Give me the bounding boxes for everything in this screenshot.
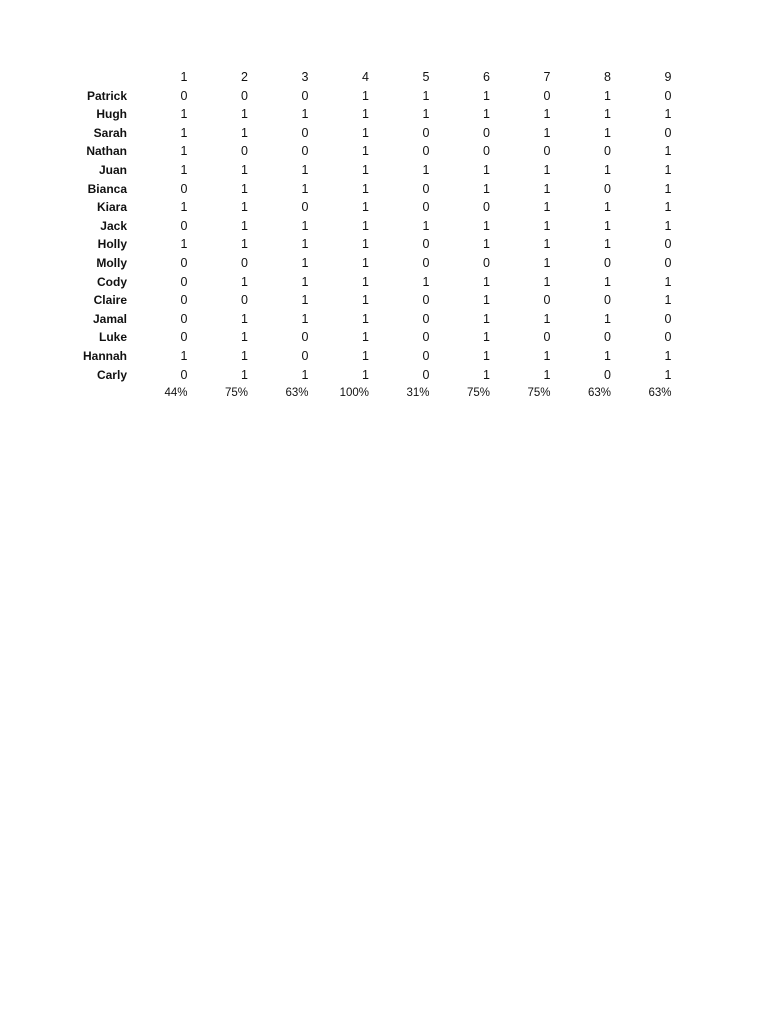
score-cell: 0	[301, 88, 309, 103]
score-cell: 1	[180, 348, 188, 363]
score-cell: 1	[241, 367, 248, 382]
score-cell: 0	[301, 330, 309, 345]
score-cell: 1	[664, 162, 672, 177]
score-cell: 1	[483, 367, 490, 382]
score-cell: 0	[301, 348, 309, 363]
score-cell: 1	[543, 348, 551, 363]
student-name: Hugh	[96, 107, 127, 122]
score-cell: 1	[604, 88, 611, 103]
score-cell: 1	[241, 237, 248, 252]
question-number: 9	[664, 70, 672, 84]
student-name: Sarah	[93, 125, 127, 140]
question-number: 5	[422, 70, 430, 84]
score-cell: 1	[362, 200, 369, 215]
score-cell: 1	[664, 274, 672, 289]
student-name: Claire	[93, 293, 127, 308]
question-number: 4	[362, 70, 369, 84]
score-cell: 1	[543, 200, 551, 215]
score-cell: 0	[422, 348, 430, 363]
score-cell: 1	[301, 293, 309, 308]
score-cell: 1	[604, 348, 611, 363]
score-table	[62, 68, 672, 403]
percent-label-cell	[62, 384, 127, 403]
score-cell: 1	[241, 218, 248, 233]
score-cell: 0	[483, 255, 490, 270]
score-cell: 1	[301, 367, 309, 382]
score-cell: 1	[664, 293, 672, 308]
score-cell: 0	[604, 293, 611, 308]
score-cell: 0	[543, 330, 551, 345]
score-cell: 1	[483, 274, 490, 289]
score-cell: 1	[301, 162, 309, 177]
score-cell: 1	[483, 330, 490, 345]
score-cell: 0	[241, 293, 248, 308]
score-cell: 0	[180, 181, 188, 196]
score-cell: 1	[301, 255, 309, 270]
table-row	[62, 142, 672, 161]
score-cell: 0	[604, 181, 611, 196]
student-name: Nathan	[86, 144, 127, 159]
score-cell: 1	[362, 237, 369, 252]
score-cell: 1	[664, 367, 672, 382]
percent-cell: 75%	[527, 387, 551, 400]
student-name: Jack	[100, 218, 127, 233]
score-cell: 1	[362, 367, 369, 382]
score-cell: 0	[180, 88, 188, 103]
score-cell: 1	[241, 274, 248, 289]
percent-cell: 63%	[648, 387, 672, 400]
score-cell: 0	[241, 144, 248, 159]
percent-cell: 31%	[406, 387, 430, 400]
score-cell: 0	[180, 293, 188, 308]
student-name: Kiara	[96, 200, 127, 215]
score-cell: 1	[362, 107, 369, 122]
table-row	[62, 310, 672, 329]
score-cell: 1	[483, 88, 490, 103]
score-cell: 1	[604, 107, 611, 122]
corner-cell	[62, 68, 127, 87]
percent-cell: 100%	[339, 387, 369, 400]
table-row	[62, 87, 672, 106]
score-cell: 1	[180, 200, 188, 215]
score-cell: 0	[241, 255, 248, 270]
score-cell: 0	[604, 255, 611, 270]
score-cell: 0	[180, 274, 188, 289]
score-cell: 1	[543, 311, 551, 326]
score-cell: 1	[664, 107, 672, 122]
student-name: Juan	[98, 162, 127, 177]
score-cell: 1	[180, 125, 188, 140]
score-cell: 1	[604, 218, 611, 233]
percent-cell: 75%	[224, 387, 248, 400]
question-number: 7	[543, 70, 551, 84]
question-number: 2	[241, 70, 248, 84]
score-cell: 0	[180, 367, 188, 382]
student-name: Molly	[96, 255, 127, 270]
score-cell: 0	[422, 125, 430, 140]
student-name: Cody	[97, 274, 127, 289]
score-cell: 1	[664, 218, 672, 233]
score-cell: 0	[422, 293, 430, 308]
table-row	[62, 180, 672, 199]
score-cell: 0	[604, 367, 611, 382]
table-row	[62, 198, 672, 217]
student-name: Patrick	[86, 88, 127, 103]
score-cell: 1	[301, 311, 309, 326]
student-name: Carly	[96, 367, 127, 382]
score-cell: 1	[241, 348, 248, 363]
score-cell: 0	[180, 330, 188, 345]
student-name: Bianca	[87, 181, 127, 196]
question-number: 6	[483, 70, 490, 84]
score-cell: 1	[362, 255, 369, 270]
table-row	[62, 254, 672, 273]
score-cell: 1	[422, 88, 430, 103]
question-header-row	[62, 68, 672, 87]
score-cell: 1	[301, 218, 309, 233]
score-cell: 1	[543, 237, 551, 252]
score-cell: 0	[422, 255, 430, 270]
score-cell: 1	[422, 274, 430, 289]
score-cell: 0	[664, 125, 672, 140]
score-cell: 1	[604, 162, 611, 177]
score-cell: 0	[180, 218, 188, 233]
score-cell: 1	[483, 237, 490, 252]
score-cell: 1	[362, 348, 369, 363]
question-number: 3	[301, 70, 309, 84]
score-cell: 0	[241, 88, 248, 103]
score-cell: 1	[483, 311, 490, 326]
table-row	[62, 161, 672, 180]
score-cell: 0	[543, 88, 551, 103]
score-cell: 1	[483, 181, 490, 196]
percent-row	[62, 384, 672, 403]
table-row	[62, 124, 672, 143]
student-name: Jamal	[92, 311, 127, 326]
score-cell: 1	[483, 162, 490, 177]
score-cell: 0	[422, 311, 430, 326]
score-cell: 1	[483, 293, 490, 308]
percent-cell: 63%	[587, 387, 611, 400]
score-cell: 1	[362, 144, 369, 159]
percent-cell: 63%	[285, 387, 309, 400]
score-cell: 1	[664, 144, 672, 159]
score-cell: 1	[362, 330, 369, 345]
score-cell: 1	[241, 107, 248, 122]
question-number: 8	[604, 70, 611, 84]
score-cell: 1	[180, 107, 188, 122]
score-cell: 0	[422, 200, 430, 215]
score-cell: 1	[604, 200, 611, 215]
score-cell: 1	[664, 200, 672, 215]
score-cell: 0	[664, 330, 672, 345]
table-row	[62, 273, 672, 292]
score-cell: 1	[543, 218, 551, 233]
score-cell: 0	[301, 200, 309, 215]
score-cell: 1	[543, 274, 551, 289]
score-cell: 0	[664, 88, 672, 103]
score-cell: 0	[664, 255, 672, 270]
score-cell: 1	[180, 162, 188, 177]
table-row	[62, 217, 672, 236]
score-cell: 0	[664, 311, 672, 326]
score-cell: 0	[422, 144, 430, 159]
score-cell: 1	[483, 107, 490, 122]
score-cell: 1	[241, 330, 248, 345]
score-cell: 1	[301, 237, 309, 252]
score-cell: 1	[362, 88, 369, 103]
score-cell: 1	[362, 311, 369, 326]
score-cell: 1	[241, 311, 248, 326]
score-cell: 1	[604, 311, 611, 326]
score-cell: 0	[604, 330, 611, 345]
percent-cell: 44%	[164, 387, 188, 400]
table-row	[62, 235, 672, 254]
score-cell: 0	[180, 311, 188, 326]
score-cell: 0	[422, 330, 430, 345]
score-cell: 0	[180, 255, 188, 270]
table-row	[62, 291, 672, 310]
score-cell: 0	[483, 144, 490, 159]
table-row	[62, 328, 672, 347]
score-cell: 0	[422, 367, 430, 382]
table-row	[62, 347, 672, 366]
score-cell: 1	[241, 125, 248, 140]
score-cell: 1	[604, 237, 611, 252]
score-cell: 0	[483, 200, 490, 215]
score-cell: 1	[543, 181, 551, 196]
table-row	[62, 105, 672, 124]
score-cell: 1	[543, 107, 551, 122]
score-cell: 0	[483, 125, 490, 140]
score-cell: 0	[543, 144, 551, 159]
score-cell: 1	[241, 200, 248, 215]
score-cell: 1	[362, 218, 369, 233]
score-cell: 1	[301, 107, 309, 122]
student-name: Luke	[98, 330, 127, 345]
score-cell: 1	[543, 367, 551, 382]
score-cell: 1	[362, 181, 369, 196]
score-cell: 1	[483, 218, 490, 233]
score-cell: 1	[664, 348, 672, 363]
score-cell: 0	[301, 125, 309, 140]
score-cell: 1	[180, 237, 188, 252]
score-cell: 1	[604, 125, 611, 140]
score-cell: 0	[664, 237, 672, 252]
score-cell: 0	[604, 144, 611, 159]
score-cell: 1	[422, 162, 430, 177]
score-cell: 1	[180, 144, 188, 159]
score-cell: 1	[604, 274, 611, 289]
question-number: 1	[180, 70, 188, 84]
score-cell: 0	[422, 237, 430, 252]
score-cell: 1	[301, 274, 309, 289]
score-cell: 1	[422, 107, 430, 122]
student-name: Hannah	[82, 348, 127, 363]
score-cell: 1	[362, 274, 369, 289]
score-cell: 1	[422, 218, 430, 233]
table-row	[62, 366, 672, 385]
score-cell: 1	[362, 125, 369, 140]
score-cell: 1	[543, 162, 551, 177]
score-cell: 1	[543, 255, 551, 270]
percent-cell: 75%	[466, 387, 490, 400]
score-cell: 1	[664, 181, 672, 196]
score-cell: 0	[301, 144, 309, 159]
score-cell: 1	[301, 181, 309, 196]
score-cell: 1	[362, 293, 369, 308]
score-cell: 1	[241, 162, 248, 177]
score-cell: 1	[241, 181, 248, 196]
score-cell: 1	[543, 125, 551, 140]
score-cell: 0	[543, 293, 551, 308]
student-name: Holly	[97, 237, 127, 252]
score-cell: 1	[483, 348, 490, 363]
score-cell: 0	[422, 181, 430, 196]
score-cell: 1	[362, 162, 369, 177]
